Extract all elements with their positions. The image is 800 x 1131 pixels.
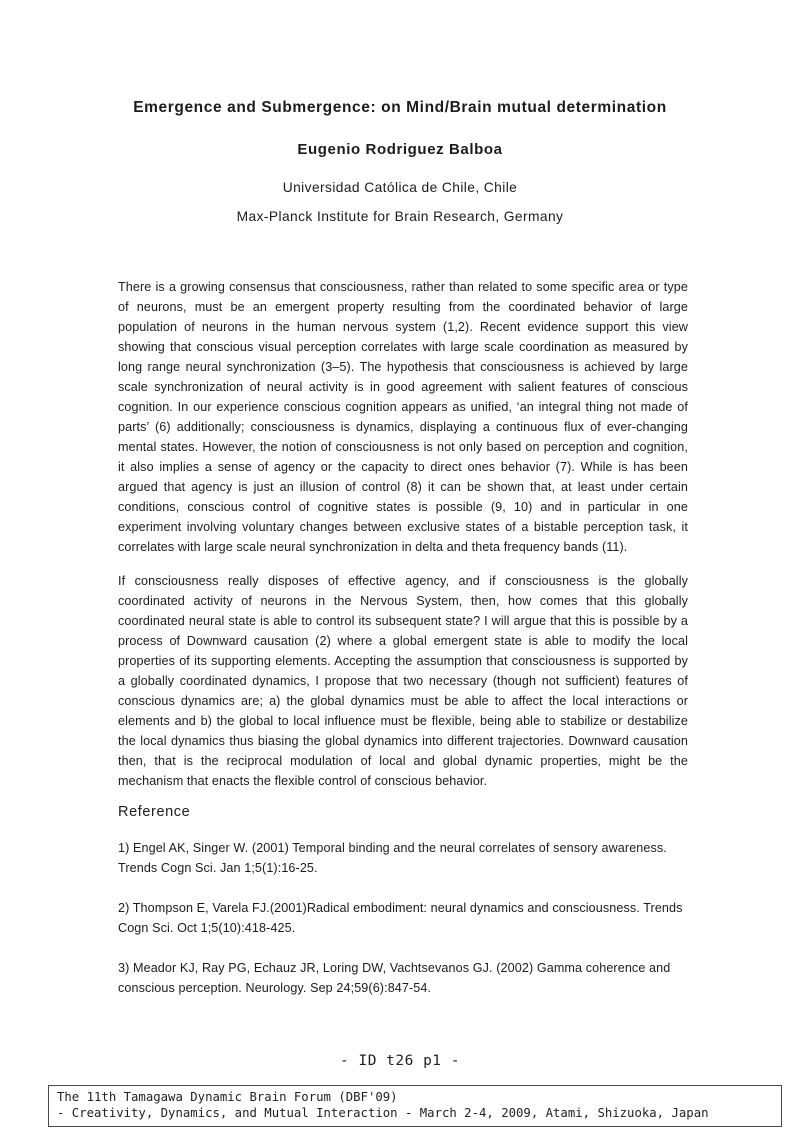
references-heading: Reference (118, 804, 191, 820)
conference-banner-line-2: - Creativity, Dynamics, and Mutual Interaction - March 2-4, 2009, Atami, Shizuoka, Japan (57, 1106, 709, 1120)
paper-title: Emergence and Submergence: on Mind/Brain mutual determination (133, 99, 667, 116)
author-name: Eugenio Rodriguez Balboa (297, 141, 503, 158)
page-id-footer: - ID t26 p1 - (340, 1053, 460, 1069)
reference-item-2: 2) Thompson E, Varela FJ.(2001)Radical embodiment: neural dynamics and consciousness. Trends Cogn Sci. Oct 1;5(10):418-425. (118, 901, 683, 935)
reference-item-1: 1) Engel AK, Singer W. (2001) Temporal binding and the neural correlates of sensory awareness. Trends Cogn Sci. Jan 1;5(1):16-25. (118, 841, 667, 875)
abstract-paragraph-2: If consciousness really disposes of effective agency, and if consciousness is the globally coordinated activity of neurons in the Nervous System, then, how comes that this globally coordinated neural state is able to control its subsequent state? I will argue that this is possible by a process of Downward causation (2) where a global emergent state is able to modify the local properties of its supporting elements. Accepting the assumption that consciousness is supported by a globally coordinated dynamics, I propose that two necessary (though not sufficient) features of conscious dynamics are; a) the global dynamics must be able to affect the local interactions or elements and b) the global to local influence must be flexible, being able to stabilize or destabilize the local dynamics thus biasing the global dynamics into different trajectories. Downward causation then, that is the reciprocal modulation of local and global dynamic properties, might be the mechanism that enacts the flexible control of conscious behavior. (118, 574, 688, 788)
conference-banner (48, 1085, 782, 1127)
reference-item-3: 3) Meador KJ, Ray PG, Echauz JR, Loring DW, Vachtsevanos GJ. (2002) Gamma coherence and conscious perception. Neurology. Sep 24;59(6):847-54. (118, 961, 671, 995)
conference-banner-line-1: The 11th Tamagawa Dynamic Brain Forum (DBF'09) (57, 1090, 398, 1104)
affiliation-1: Universidad Católica de Chile, Chile (282, 180, 518, 195)
abstract-paragraph-1: There is a growing consensus that consciousness, rather than related to some specific area or type of neurons, must be an emergent property resulting from the coordinated behavior of large population of neurons in the human nervous system (1,2). Recent evidence support this view showing that conscious visual perception correlates with large scale coordination as measured by long range neural synchronization (3–5). The hypothesis that consciousness is achieved by large scale synchronization of neural activity is in good agreement with salient features of conscious cognition. In our experience conscious cognition appears as unified, ‘an integral thing not made of parts’ (6) additionally; consciousness is dynamics, displaying a continuous flux of ever-changing mental states. However, the notion of consciousness is not only based on perception and cognition, it also implies a sense of agency or the capacity to direct ones behavior (7). While is has been argued that agency is just an illusion of control (8) it can be shown that, at least under certain conditions, conscious control of cognitive states is possible (9, 10) and in particular in one experiment involving voluntary changes between exclusive states of a bistable perception task, it correlates with large scale neural synchronization in delta and theta frequency bands (11). (118, 280, 688, 554)
affiliation-2: Max-Planck Institute for Brain Research, Germany (236, 209, 564, 224)
